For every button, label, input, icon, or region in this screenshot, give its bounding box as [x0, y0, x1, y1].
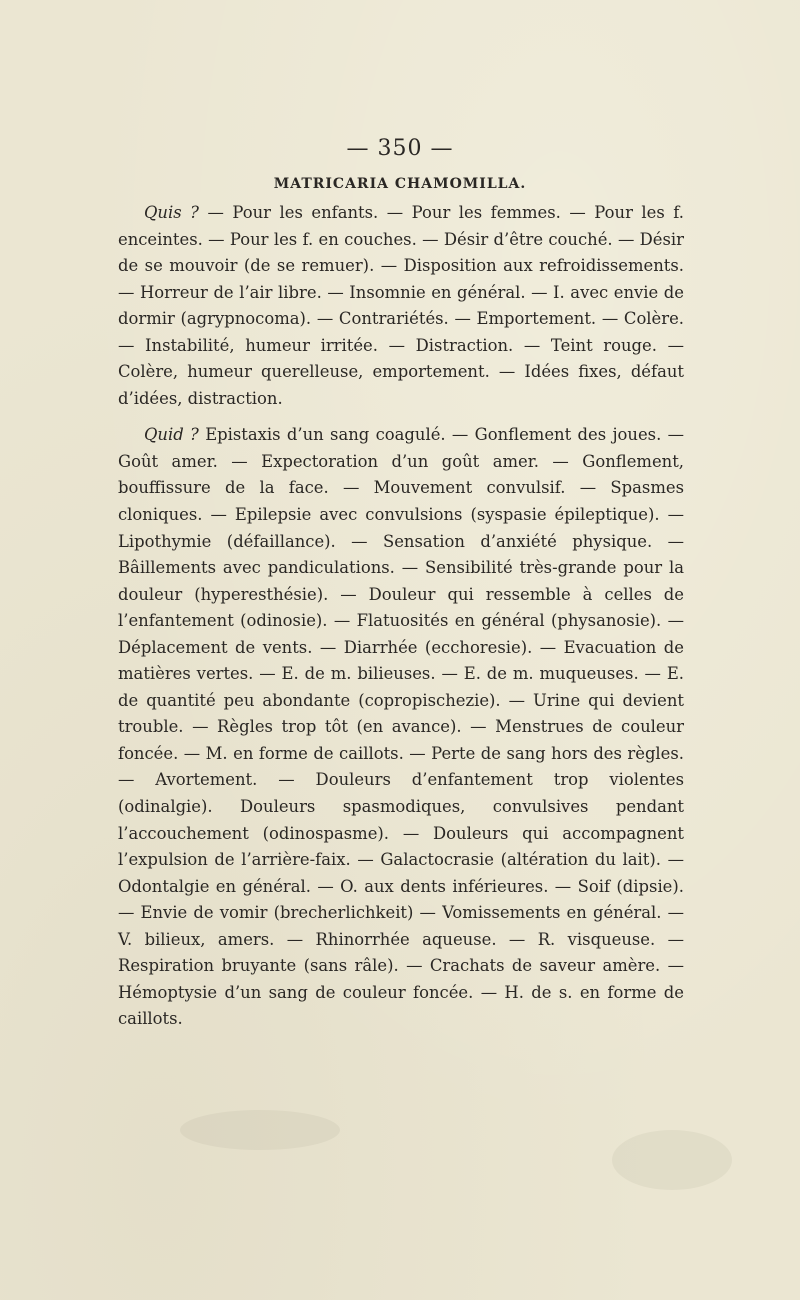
paragraph-quis	[118, 200, 684, 412]
page-number: — 350 —	[346, 136, 454, 161]
paragraph-text: — Pour les enfants. — Pour les femmes. — Pour les f. enceintes. — Pour les f. en couches. — Désir d’être couché. — Désir de se mouvoir (de se remuer). — Disposition aux refroidissements. — Horreur de l’air libre. — Insomnie en général. — I. avec envie de dormir (agrypnocoma). — Contrariétés. — Emportement. — Colère. — Instabilité, humeur irritée. — Distraction. — Teint rouge. — Colère, humeur querelleuse, emportement. — Idées fixes, défaut d’idées, distraction.	[118, 203, 684, 408]
paper-stain	[180, 1110, 340, 1150]
paragraph-quid	[118, 422, 684, 1033]
body-text	[118, 200, 684, 1033]
section-heading: MATRICARIA CHAMOMILLA.	[273, 176, 527, 192]
paper-stain	[612, 1130, 732, 1190]
paragraph-lead: Quid ?	[144, 425, 199, 445]
paragraph-text: Epistaxis d’un sang coagulé. — Gonflement des joues. — Goût amer. — Expectoration d’un goût amer. — Gonflement, bouffissure de la face. — Mouvement convulsif. — Spasmes cloniques. — Epilepsie avec convulsions (syspasie épileptique). — Lipothymie (défaillance). — Sensation d’anxiété physique. — Bâillements avec pandiculations. — Sensibilité très-grande pour la douleur (hyperesthésie). — Douleur qui ressemble à celles de l’enfantement (odinosie). — Flatuosités en général (physanosie). — Déplacement de vents. — Diarrhée (ecchoresie). — Evacuation de matières vertes. — E. de m. bilieuses. — E. de m. muqueuses. — E. de quantité peu abondante (copropischezie). — Urine qui devient trouble. — Règles trop tôt (en avance). — Menstrues de couleur foncée. — M. en forme de caillots. — Perte de sang hors des règles. — Avortement. — Douleurs d’enfantement trop violentes (odinalgie). Douleurs spasmodiques, convulsives pendant l’accouchement (odinospasme). — Douleurs qui accompagnent l’expulsion de l’arrière-faix. — Galactocrasie (altération du lait). — Odontalgie en général. — O. aux dents inférieures. — Soif (dipsie). — Envie de vomir (brecherlichkeit) — Vomissements en général. — V. bilieux, amers. — Rhinorrhée aqueuse. — R. visqueuse. — Respiration bruyante (sans râle). — Crachats de saveur amère. — Hémoptysie d’un sang de couleur foncée. — H. de s. en forme de caillots.	[118, 425, 685, 1029]
paragraph-lead: Quis ?	[144, 203, 199, 222]
